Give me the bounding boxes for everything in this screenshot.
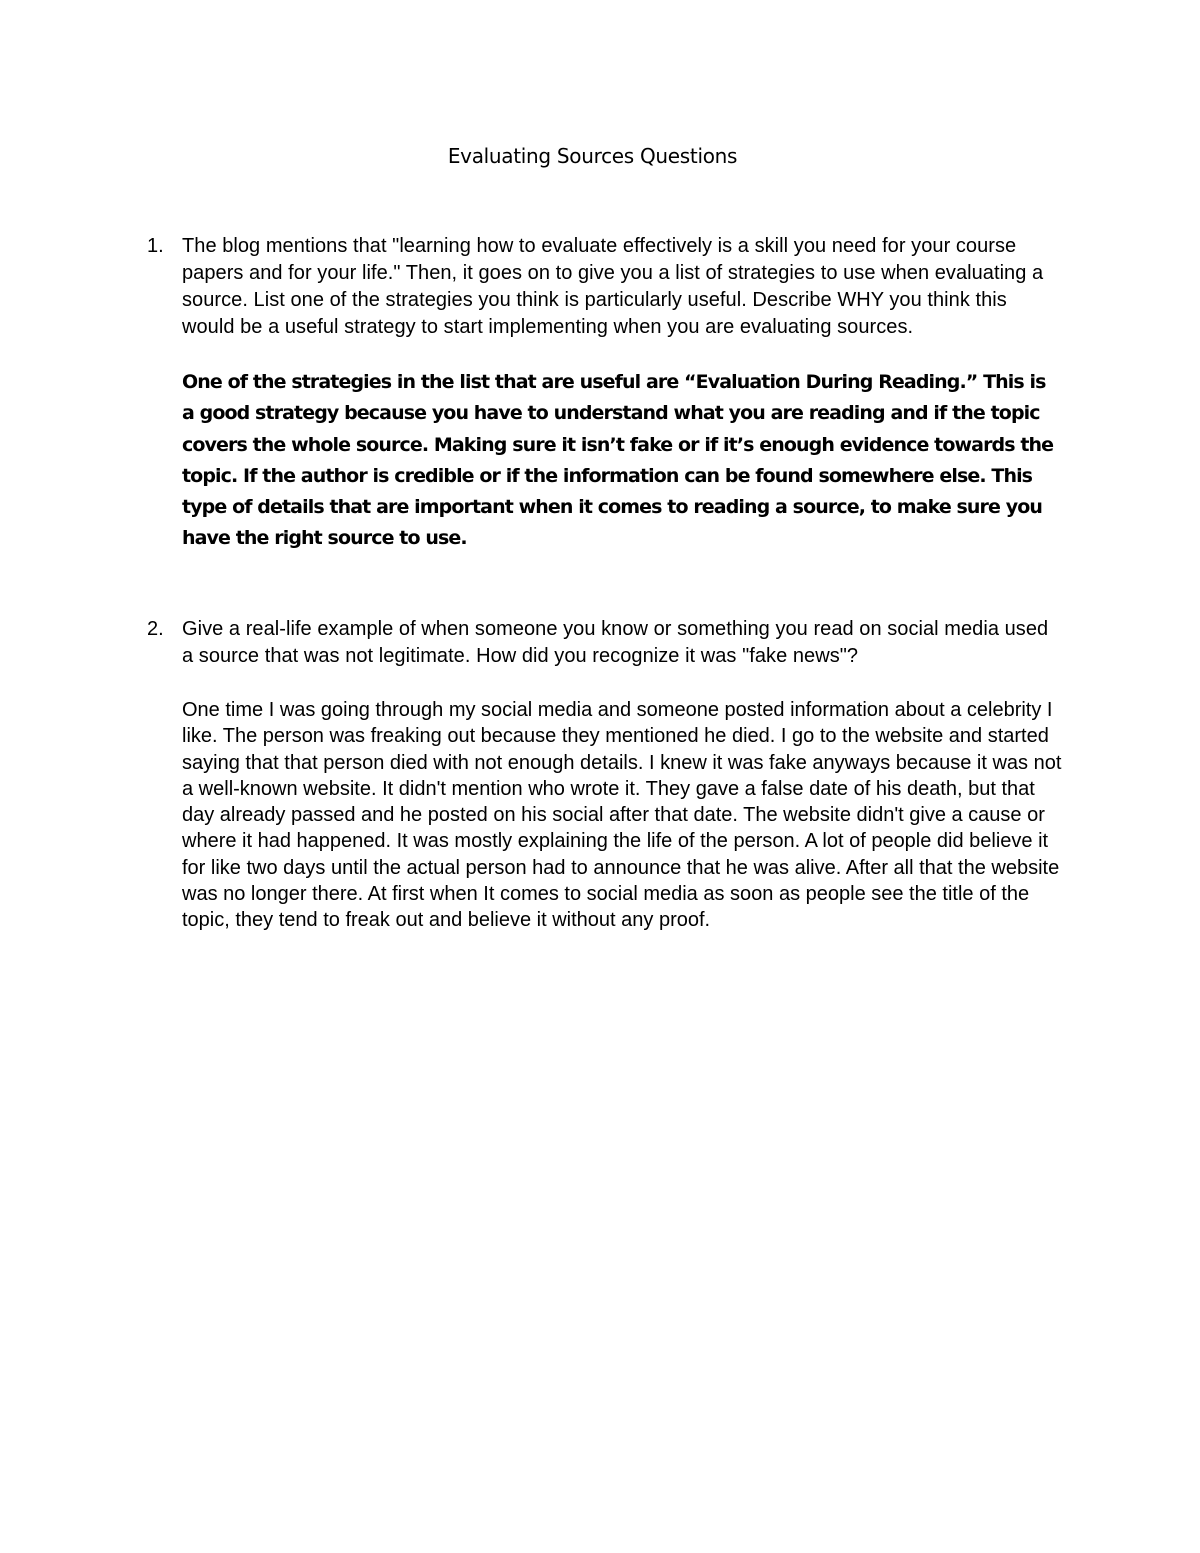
question-2 [147,616,1062,934]
question-prompt: Give a real-life example of when someone you know or something you read on social media used a source that was not legitimate. How did you recognize it was "fake news"? [182,618,1049,667]
question-number: 1. [147,235,164,257]
answer-text: One time I was going through my social media and someone posted information about a celebrity I like. The person was freaking out because they mentioned he died. I go to the website and started saying that that person died with not enough details. I knew it was fake anyways because it was not a well-known website. It didn't mention who wrote it. They gave a false date of his death, but that day already passed and he posted on his social after that date. The website didn't give a cause or where it had happened. It was mostly explaining the life of the person. A lot of people did believe it for like two days until the actual person had to announce that he was alive. After all that the website was no longer there. At first when It comes to social media as soon as people see the title of the topic, they tend to freak out and believe it without any proof. [182,699,1062,932]
answer-text: One of the strategies in the list that are useful are “Evaluation During Reading.” This is a good strategy because you have to understand what you are reading and if the topic covers the whole source. Making sure it isn’t fake or if it’s enough evidence towards the topic. If the author is credible or if the information can be found somewhere else. This type of details that are important when it comes to reading a source, to make sure you have the right source to use. [182,371,1054,550]
question-1 [147,233,1057,555]
question-number: 2. [147,618,164,640]
question-prompt: The blog mentions that "learning how to evaluate effectively is a skill you need for your course papers and for your life." Then, it goes on to give you a list of strategies to use when evaluating a source. List one of the strategies you think is particularly useful. Describe WHY you think this would be a useful strategy to start implementing when you are evaluating sources. [182,235,1044,338]
document-title: Evaluating Sources Questions [447,144,738,168]
